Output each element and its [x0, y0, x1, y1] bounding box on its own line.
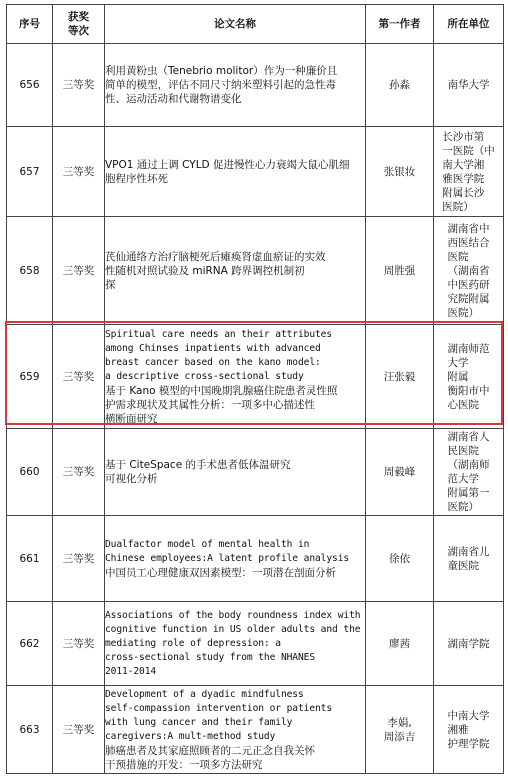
unit-text — [448, 78, 490, 92]
unit-line: 医院） — [447, 501, 479, 513]
unit-line: 护理学院 — [447, 737, 490, 750]
cell-author — [366, 429, 434, 516]
title_en-line: caregivers:A mult-method study — [105, 730, 276, 742]
table-body — [7, 44, 504, 774]
cell-unit — [434, 217, 504, 325]
table-row — [7, 516, 504, 602]
cell-no: 656 — [7, 44, 53, 127]
author-text — [389, 79, 410, 91]
cell-unit — [434, 516, 504, 602]
paper-title-en — [105, 328, 365, 384]
cell-no: 660 — [7, 429, 53, 516]
cell-unit — [434, 429, 504, 516]
header-row — [7, 5, 504, 44]
header-author: 第一作者 — [366, 5, 434, 44]
table-row — [7, 686, 504, 774]
table-row — [7, 429, 504, 516]
cell-no: 658 — [7, 217, 53, 325]
unit-line: 附属 — [447, 370, 469, 383]
cell-title — [105, 429, 366, 516]
title_cn-line: 干预措施的开发：一项多方法研究 — [105, 758, 263, 771]
title_en-line: Spiritual care needs an their attributes — [105, 328, 333, 340]
cell-prize: 三等奖 — [53, 686, 105, 774]
cell-title — [105, 516, 366, 602]
table-row — [7, 44, 504, 127]
title-line: 芪仙通络方治疗脑梗死后瘫痪肾虚血瘀证的实效 — [105, 250, 326, 263]
table-row — [7, 325, 504, 429]
cell-unit — [434, 602, 504, 686]
unit-line: 湘雅 — [447, 723, 469, 736]
cell-author — [366, 217, 434, 325]
title_en-line: breast cancer based on the kano model: — [105, 356, 321, 368]
paper-title-cn — [105, 384, 365, 426]
cell-prize: 三等奖 — [53, 44, 105, 127]
cell-title — [105, 686, 366, 774]
unit-text — [442, 130, 495, 214]
cell-title — [105, 127, 366, 217]
header-unit: 所在单位 — [434, 5, 504, 44]
paper-title-en — [105, 688, 365, 744]
unit-line: 湖南省儿 — [447, 545, 490, 558]
unit-line: 范大学 — [447, 473, 479, 485]
author-line: 李娟, — [387, 716, 412, 729]
author-line: 周毅峰 — [383, 466, 416, 478]
author-text — [384, 265, 416, 277]
title_en-line: Associations of the body roundness index with — [105, 609, 361, 621]
author-line: 周添吉 — [383, 730, 416, 743]
title-line: 简单的模型，评估不同尺寸纳米塑料引起的急性毒 — [105, 79, 336, 91]
title_en-line: a descriptive cross-sectional study — [105, 370, 304, 382]
cell-prize: 三等奖 — [53, 217, 105, 325]
title_en-line: Dualfactor model of mental health in — [105, 538, 310, 550]
author-text — [389, 638, 410, 650]
cell-prize: 三等奖 — [53, 429, 105, 516]
title-line: 可视化分析 — [105, 473, 158, 485]
unit-line: 南华大学 — [447, 79, 490, 91]
title-line: 性、运动活动和代谢物谱变化 — [105, 93, 242, 105]
title_en-line: mediating role of depression: a — [105, 637, 281, 649]
header-prize — [53, 5, 105, 44]
cell-no: 662 — [7, 602, 53, 686]
title_en-line: 2011-2014 — [105, 665, 157, 677]
paper-title — [105, 458, 365, 486]
author-line: 汪张毅 — [383, 370, 416, 383]
cell-prize: 三等奖 — [53, 127, 105, 217]
paper-title — [105, 158, 365, 186]
cell-unit — [434, 325, 504, 429]
cell-prize: 三等奖 — [53, 602, 105, 686]
cell-unit — [434, 127, 504, 217]
cell-unit — [434, 686, 504, 774]
title_en-line: among Chinses inpatients with advanced — [105, 342, 321, 354]
unit-line: 民医院 — [447, 445, 479, 457]
unit-line: 童医院 — [447, 559, 479, 572]
cell-author — [366, 127, 434, 217]
title-line: 性随机对照试验及 miRNA 跨界调控机制初 — [105, 264, 305, 277]
header-title: 论文名称 — [105, 5, 366, 44]
unit-line: 雅医学院 — [442, 172, 485, 185]
title_cn-line: 基于 Kano 模型的中国晚期乳腺癌住院患者灵性照 — [105, 384, 338, 397]
author-text — [389, 553, 410, 565]
unit-line: 西医结合 — [447, 236, 490, 249]
unit-line: 长沙市第 — [442, 130, 485, 143]
author-line: 徐依 — [389, 552, 410, 565]
author-text — [384, 371, 416, 383]
unit-line: 中南大学 — [447, 709, 490, 722]
unit-text — [448, 545, 490, 573]
unit-line: （湖南省 — [447, 264, 490, 277]
paper-title-en — [105, 609, 365, 679]
title-line: 探 — [105, 278, 116, 291]
paper-title — [105, 64, 365, 106]
unit-line: （湖南师 — [447, 459, 490, 471]
title_cn-line: 横断面研究 — [105, 412, 158, 425]
title_en-line: Development of a dyadic mindfulness — [105, 688, 304, 700]
table-row — [7, 602, 504, 686]
paper-title-cn — [105, 566, 365, 580]
paper-title — [105, 250, 365, 292]
cell-author — [366, 516, 434, 602]
title_en-line: with lung cancer and their family — [105, 716, 293, 728]
cell-no: 661 — [7, 516, 53, 602]
author-line: 孙淼 — [389, 79, 410, 91]
unit-text — [448, 222, 490, 320]
title-line: 基于 CiteSpace 的手术患者低体温研究 — [105, 459, 291, 471]
title-line: VPO1 通过上调 CYLD 促进慢性心力衰竭大鼠心肌细 — [105, 158, 350, 171]
unit-line: 湖南学院 — [447, 637, 490, 650]
cell-title — [105, 44, 366, 127]
author-text — [384, 466, 416, 478]
cell-title — [105, 217, 366, 325]
title_en-line: cross-sectional study from the NHANES — [105, 651, 316, 663]
title_en-line: cognitive function in US older adults and the — [105, 623, 361, 635]
header-prize-text: 获奖 等次 — [68, 11, 89, 37]
author-line: 周胜强 — [383, 264, 416, 277]
unit-text — [448, 430, 490, 514]
unit-line: 南大学湘 — [442, 158, 485, 171]
cell-author — [366, 325, 434, 429]
title-line: 胞程序性坏死 — [105, 172, 168, 185]
title_cn-line: 护需求现状及其属性分析：一项多中心描述性 — [105, 398, 315, 411]
table-row — [7, 217, 504, 325]
author-text — [384, 166, 416, 178]
unit-line: 湖南省人 — [447, 431, 490, 443]
title_cn-line: 中国员工心理健康双因素模型：一项潜在剖面分析 — [105, 566, 336, 579]
cell-unit — [434, 44, 504, 127]
unit-line: 湖南师范 — [447, 342, 490, 355]
paper-title-en — [105, 538, 365, 566]
title_cn-line: 肺癌患者及其家庭照顾者的二元正念自我关怀 — [105, 744, 315, 757]
cell-title — [105, 325, 366, 429]
cell-author — [366, 44, 434, 127]
table-row — [7, 127, 504, 217]
author-line: 张银妆 — [383, 165, 416, 178]
unit-line: 一医院（中 — [442, 144, 495, 157]
title_en-line: Chinese employees:A latent profile analysis — [105, 552, 350, 564]
cell-author — [366, 602, 434, 686]
unit-text — [448, 709, 490, 751]
unit-text — [448, 342, 490, 412]
unit-line: 附属第一 — [447, 487, 490, 499]
cell-no: 657 — [7, 127, 53, 217]
unit-line: 湖南省中 — [447, 222, 490, 235]
unit-line: 中医药研 — [447, 278, 490, 291]
unit-line: 衡阳市中 — [447, 384, 490, 397]
cell-no: 663 — [7, 686, 53, 774]
author-text — [384, 717, 416, 743]
cell-no: 659 — [7, 325, 53, 429]
header-no: 序号 — [7, 5, 53, 44]
title-line: 利用黄粉虫（Tenebrio molitor）作为一种廉价且 — [105, 65, 338, 77]
cell-author — [366, 686, 434, 774]
unit-line: 心医院 — [447, 398, 479, 411]
cell-prize: 三等奖 — [53, 325, 105, 429]
unit-line: 医院 — [447, 250, 469, 263]
title_en-line: self-compassion intervention or patients — [105, 702, 333, 714]
cell-prize: 三等奖 — [53, 516, 105, 602]
awards-table — [6, 4, 504, 774]
unit-line: 究院附属 — [447, 292, 490, 305]
unit-text — [448, 637, 490, 651]
author-line: 廖茜 — [389, 637, 410, 650]
unit-line: 医院） — [447, 306, 479, 319]
unit-line: 医院） — [442, 200, 474, 213]
unit-line: 附属长沙 — [442, 186, 485, 199]
paper-title-cn — [105, 744, 365, 772]
cell-title — [105, 602, 366, 686]
unit-line: 大学 — [447, 356, 469, 369]
